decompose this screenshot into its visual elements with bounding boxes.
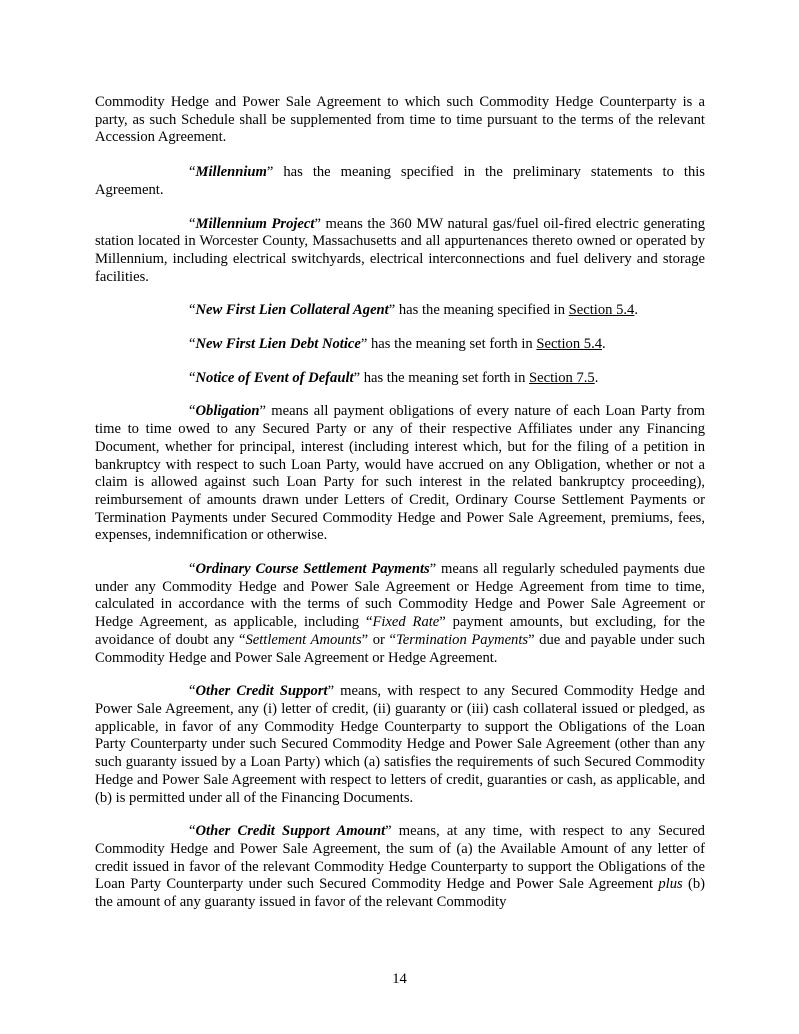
defined-term: Obligation bbox=[195, 403, 260, 420]
defined-term: Notice of Event of Default bbox=[195, 369, 354, 386]
quote-mark: “ bbox=[189, 823, 196, 840]
quote-mark: “ bbox=[189, 302, 196, 319]
quote-mark: “ bbox=[189, 369, 196, 386]
definition-text: ” means, at any time, with respect to any Secured Commodity Hedge and Power Sale Agreement, the sum of (a) the Available Amount of any letter of credit issued in favor of the relevant Commodity Hedge Counterparty to support the Obligations of the Loan Party Counterparty under such Secured Commodity Hedge and Power Sale Agreement bbox=[95, 823, 705, 893]
italic-term: Fixed Rate bbox=[372, 614, 440, 631]
section-reference: Section 5.4 bbox=[568, 302, 635, 319]
definition-text: ” has the meaning specified in the preliminary statements to this Agreement. bbox=[95, 164, 705, 198]
definition-text: (b) the amount of any guaranty issued in favor of the relevant Commodity bbox=[95, 876, 705, 911]
definition-text: ” means all payment obligations of every nature of each Loan Party from time to time owed to any Secured Party or any of their respective Affiliates under any Financing Document, whether for principal, interest (including interest which, but for the filing of a petition in bankruptcy with respect to such Loan Party, would have accrued on any Obligation, whether or not a claim is allowed against such Loan Party for such interest in the related bankruptcy proceeding), reimbursement of amounts drawn under Letters of Credit, Ordinary Course Settlement Payments or Termination Payments under Secured Commodity Hedge and Power Sale Agreement, premiums, fees, expenses, indemnification or otherwise. bbox=[95, 403, 705, 544]
definition-text: ” means all regularly scheduled payments due under any Commodity Hedge and Power Sale Agreement or Hedge Agreement from time to time, calculated in accordance with the terms of such Commodity Hedge and Power Sale Agreement or Hedge Agreement, as applicable, including “ bbox=[95, 561, 705, 631]
defined-term: New First Lien Collateral Agent bbox=[195, 302, 389, 319]
definition-end: . bbox=[634, 302, 638, 319]
definition-millennium bbox=[95, 164, 705, 199]
definition-millennium-project bbox=[95, 216, 705, 287]
definition-text: ” has the meaning specified in bbox=[388, 302, 569, 319]
definition-ordinary-course-settlement-payments bbox=[95, 561, 705, 667]
quote-mark: “ bbox=[189, 683, 196, 700]
quote-mark: “ bbox=[189, 164, 196, 181]
section-reference: Section 5.4 bbox=[536, 336, 603, 353]
definition-text: ” has the meaning set forth in bbox=[360, 336, 537, 353]
defined-term: Other Credit Support Amount bbox=[195, 823, 386, 840]
italic-term: Settlement Amounts bbox=[245, 631, 362, 648]
defined-term: Other Credit Support bbox=[195, 683, 328, 700]
definition-text: ” means, with respect to any Secured Commodity Hedge and Power Sale Agreement, any (i) letter of credit, (ii) guaranty or (iii) cash collateral issued or pledged, as applicable, in favor of any Commodity Hedge Counterparty to support the Obligations of the Loan Party Counterparty under such Secured Commodity Hedge and Power Sale Agreement (other than any such guaranty issued by a Loan Party) which (a) satisfies the requirements of such Secured Commodity Hedge and Power Sale Agreement with respect to letters of credit, guaranties or cash, as applicable, and (b) is permitted under all of the Financing Documents. bbox=[95, 683, 705, 806]
quote-mark: “ bbox=[189, 561, 196, 578]
definition-text: ” payment amounts, but excluding, for the avoidance of doubt any “ bbox=[95, 614, 705, 648]
definition-text: ” has the meaning set forth in bbox=[353, 369, 530, 386]
definition-other-credit-support-amount bbox=[95, 823, 705, 912]
definition-new-first-lien-collateral-agent bbox=[95, 302, 705, 320]
page-body bbox=[95, 94, 705, 928]
section-reference: Section 7.5 bbox=[529, 369, 595, 386]
quote-mark: “ bbox=[189, 336, 196, 353]
definition-text: ” due and payable under such Commodity Hedge and Power Sale Agreement or Hedge Agreement. bbox=[95, 631, 705, 666]
italic-term: Termination Payments bbox=[395, 631, 529, 648]
definition-new-first-lien-debt-notice bbox=[95, 336, 705, 354]
quote-mark: “ bbox=[189, 215, 196, 232]
definition-text: ” or “ bbox=[361, 631, 396, 648]
definition-other-credit-support bbox=[95, 683, 705, 807]
definition-text: ” means the 360 MW natural gas/fuel oil-fired electric generating station located in Worcester County, Massachusetts and all appurtenances thereto owned or operated by Millennium, including electrical switchyards, electrical interconnections and fuel delivery and storage facilities. bbox=[95, 215, 705, 285]
defined-term: Millennium bbox=[195, 164, 267, 181]
defined-term: Ordinary Course Settlement Payments bbox=[195, 561, 430, 578]
italic-term: plus bbox=[658, 876, 683, 893]
definition-obligation bbox=[95, 403, 705, 545]
definition-notice-of-event-of-default bbox=[95, 370, 705, 388]
defined-term: Millennium Project bbox=[195, 215, 315, 232]
definition-end: . bbox=[594, 369, 599, 386]
defined-term: New First Lien Debt Notice bbox=[195, 336, 361, 353]
continuation-paragraph: Commodity Hedge and Power Sale Agreement to which such Commodity Hedge Counterparty is a party, as such Schedule shall be supplemented from time to time pursuant to the terms of the relevant Accession Agreement. bbox=[95, 94, 705, 146]
page-number: 14 bbox=[392, 971, 407, 987]
quote-mark: “ bbox=[189, 403, 196, 420]
definition-end: . bbox=[602, 336, 606, 353]
